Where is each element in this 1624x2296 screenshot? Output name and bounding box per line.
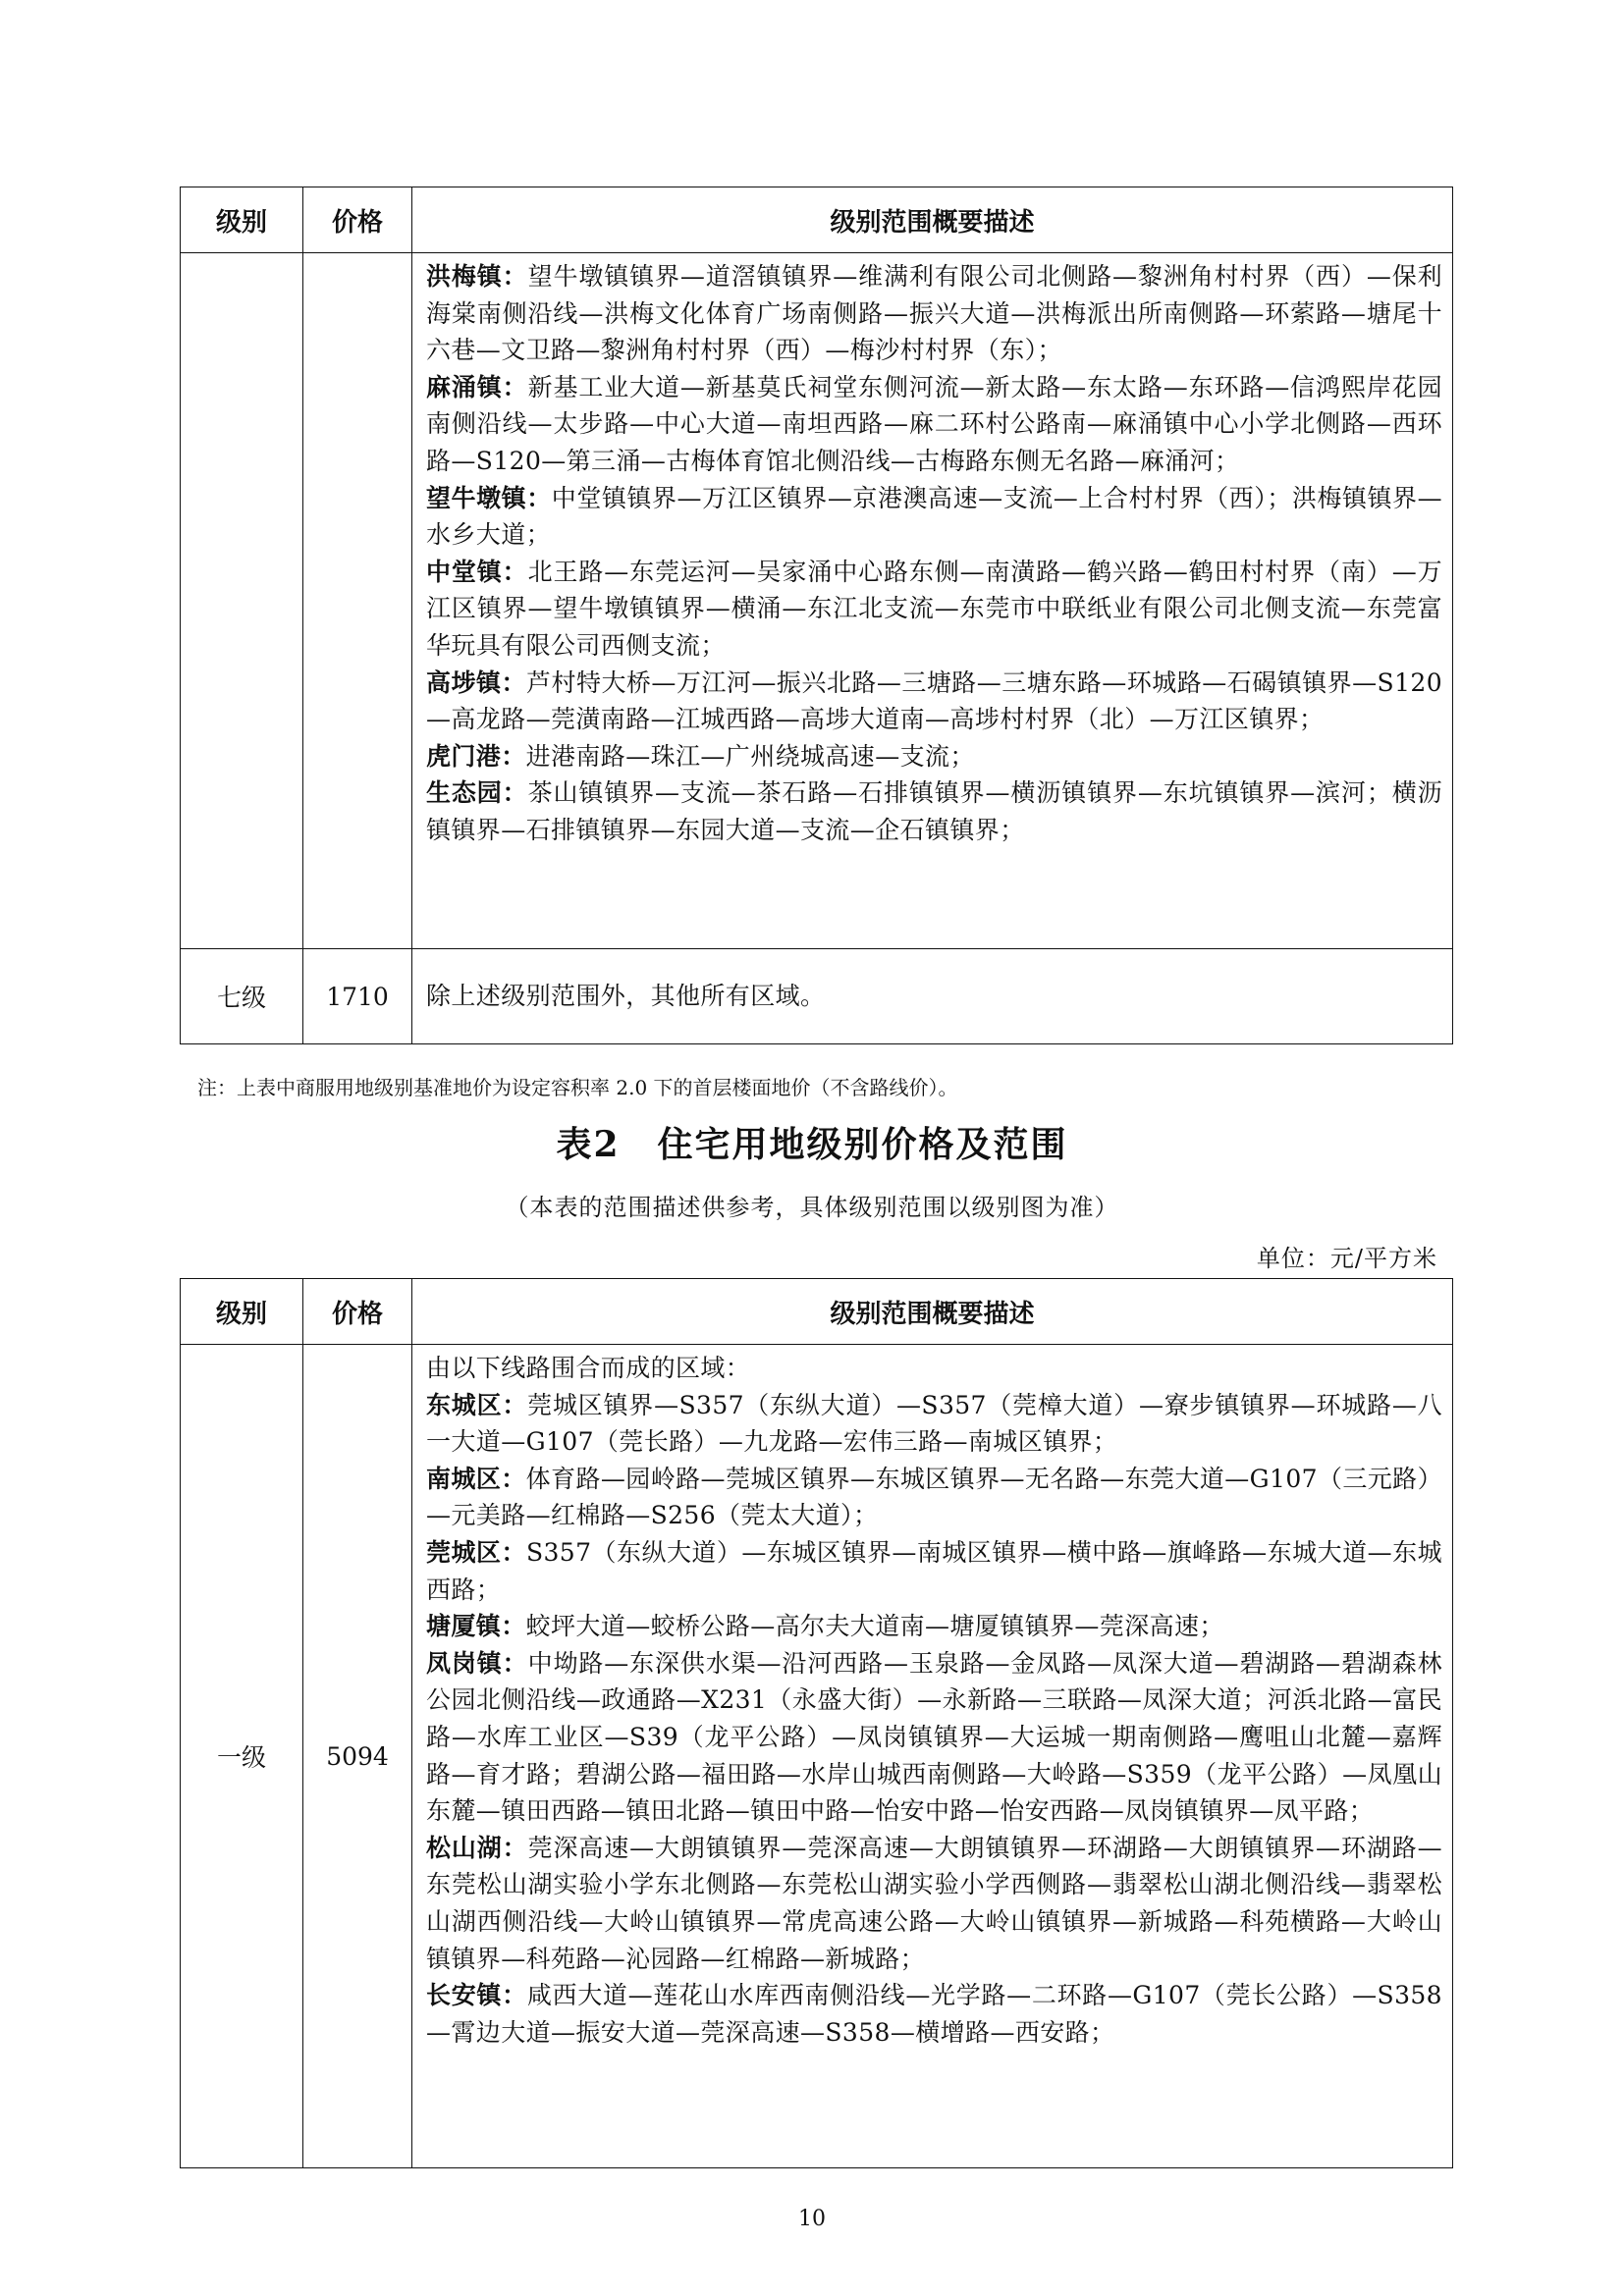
town-name: 南城区： [426, 1464, 526, 1493]
town-route: 体育路—园岭路—莞城区镇界—东城区镇界—无名路—东莞大道—G107（三元路）—元美路—红棉路—S256（莞太大道）； [426, 1464, 1442, 1530]
town-entry [426, 480, 1442, 554]
town-entry [426, 258, 1442, 369]
business-land-table [180, 187, 1453, 1044]
town-route: 北王路—东莞运河—吴家涌中心路东侧—南潢路—鹤兴路—鹤田村村界（南）—万江区镇界—望牛墩镇镇界—横涌—东江北支流—东莞市中联纸业有限公司北侧支流—东莞富华玩具有限公司西侧支流； [426, 557, 1443, 660]
town-entry [426, 554, 1442, 665]
col-header-level: 级别 [181, 1279, 303, 1345]
town-route: S357（东纵大道）—东城区镇界—南城区镇界—横中路—旗峰路—东城大道—东城西路； [426, 1537, 1442, 1604]
town-entry [426, 665, 1442, 738]
town-name: 虎门港： [426, 741, 526, 771]
town-name: 望牛墩镇： [426, 483, 552, 512]
town-entry [426, 1387, 1442, 1461]
table-row [181, 1345, 1453, 2168]
table-header-row [181, 1279, 1453, 1345]
col-header-price: 价格 [303, 1279, 412, 1345]
town-name: 松山湖： [426, 1833, 528, 1862]
town-route: 蛟坪大道—蛟桥公路—高尔夫大道南—塘厦镇镇界—莞深高速； [525, 1612, 1224, 1641]
town-entry [426, 1830, 1442, 1977]
town-route: 中堂镇镇界—万江区镇界—京港澳高速—支流—上合村村界（西）；洪梅镇镇界—水乡大道； [426, 483, 1442, 550]
town-name: 麻涌镇： [426, 372, 528, 401]
town-route: 望牛墩镇镇界—道滘镇镇界—维满利有限公司北侧路—黎洲角村村界（西）—保利海棠南侧沿线—洪梅文化体育广场南侧路—振兴大道—洪梅派出所南侧路—环萦路—塘尾十六巷—文卫路—黎洲角村村界（西）—梅沙村村界（东）； [426, 262, 1443, 365]
col-header-description: 级别范围概要描述 [412, 187, 1453, 253]
description-cell [412, 1345, 1453, 2168]
col-header-description: 级别范围概要描述 [412, 1279, 1453, 1345]
table-row [181, 949, 1453, 1044]
price-cell [303, 253, 412, 949]
town-entry [426, 774, 1442, 848]
level-cell [181, 253, 303, 949]
page-number: 10 [798, 2207, 826, 2231]
price-cell: 1710 [303, 949, 412, 1044]
town-entry [426, 1645, 1442, 1830]
town-name: 生态园： [426, 778, 528, 808]
range-text: 除上述级别范围外，其他所有区域。 [426, 982, 826, 1011]
price-cell: 5094 [303, 1345, 412, 2168]
table-note: 注：上表中商服用地级别基准地价为设定容积率 2.0 下的首层楼面地价（不含路线价）。 [197, 1076, 958, 1099]
table2-title: 表2 住宅用地级别价格及范围 [556, 1124, 1068, 1165]
description-cell [412, 949, 1453, 1044]
town-route: 新基工业大道—新基莫氏祠堂东侧河流—新太路—东太路—东环路—信鸿熙岸花园南侧沿线—太步路—中心大道—南坦西路—麻二环村公路南—麻涌镇中心小学北侧路—西环路—S120—第三涌—古梅体育馆北侧沿线—古梅路东侧无名路—麻涌河； [426, 372, 1443, 475]
town-route: 莞城区镇界—S357（东纵大道）—S357（莞樟大道）—寮步镇镇界—环城路—八一大道—G107（莞长路）—九龙路—宏伟三路—南城区镇界； [426, 1390, 1442, 1457]
intro-text: 由以下线路围合而成的区域： [426, 1354, 751, 1382]
town-route: 进港南路—珠江—广州绕城高速—支流； [525, 741, 975, 771]
town-entry [426, 1977, 1442, 2051]
residential-land-table [180, 1278, 1453, 2168]
level-cell: 七级 [181, 949, 303, 1044]
town-name: 莞城区： [426, 1537, 526, 1567]
col-header-level: 级别 [181, 187, 303, 253]
table2-unit: 单位：元/平方米 [1256, 1245, 1437, 1272]
town-name: 洪梅镇： [426, 262, 528, 291]
town-entry [426, 369, 1442, 480]
town-name: 长安镇： [426, 1981, 527, 2010]
town-route: 中坳路—东深供水渠—沿河西路—玉泉路—金凤路—凤深大道—碧湖路—碧湖森林公园北侧沿线—政通路—X231（永盛大街）—永新路—三联路—凤深大道；河浜北路—富民路—水库工业区—S39（龙平公路）—凤岗镇镇界—大运城一期南侧路—鹰咀山北麓—嘉辉路—育才路；碧湖公路—福田路—水岸山城西南侧路—大岭路—S359（龙平公路）—凤凰山东麓—镇田西路—镇田北路—镇田中路—怡安中路—怡安西路—凤岗镇镇界—凤平路； [426, 1648, 1443, 1826]
town-name: 高埗镇： [426, 667, 526, 697]
level-cell: 一级 [181, 1345, 303, 2168]
town-name: 东城区： [426, 1390, 528, 1419]
description-cell [412, 253, 1453, 949]
town-entry [426, 1534, 1442, 1608]
table-header-row [181, 187, 1453, 253]
town-entry [426, 738, 1442, 775]
town-entry [426, 1461, 1442, 1534]
town-name: 中堂镇： [426, 557, 528, 586]
town-route: 咸西大道—莲花山水库西南侧沿线—光学路—二环路—G107（莞长公路）—S358—霄边大道—振安大道—莞深高速—S358—横增路—西安路； [426, 1981, 1442, 2047]
table2-subtitle: （本表的范围描述供参考，具体级别范围以级别图为准） [505, 1194, 1119, 1221]
col-header-price: 价格 [303, 187, 412, 253]
table-row [181, 253, 1453, 949]
town-entry [426, 1608, 1442, 1645]
town-route: 茶山镇镇界—支流—茶石路—石排镇镇界—横沥镇镇界—东坑镇镇界—滨河；横沥镇镇界—石排镇镇界—东园大道—支流—企石镇镇界； [426, 778, 1443, 844]
town-route: 莞深高速—大朗镇镇界—莞深高速—大朗镇镇界—环湖路—大朗镇镇界—环湖路—东莞松山湖实验小学东北侧路—东莞松山湖实验小学西侧路—翡翠松山湖北侧沿线—翡翠松山湖西侧沿线—大岭山镇镇界—常虎高速公路—大岭山镇镇界—新城路—科苑横路—大岭山镇镇界—科苑路—沁园路—红棉路—新城路； [426, 1833, 1443, 1973]
town-name: 塘厦镇： [426, 1612, 526, 1641]
town-name: 凤岗镇： [426, 1648, 528, 1678]
town-route: 芦村特大桥—万江河—振兴北路—三塘路—三塘东路—环城路—石碣镇镇界—S120—高龙路—莞潢南路—江城西路—高埗大道南—高埗村村界（北）—万江区镇界； [426, 667, 1442, 734]
